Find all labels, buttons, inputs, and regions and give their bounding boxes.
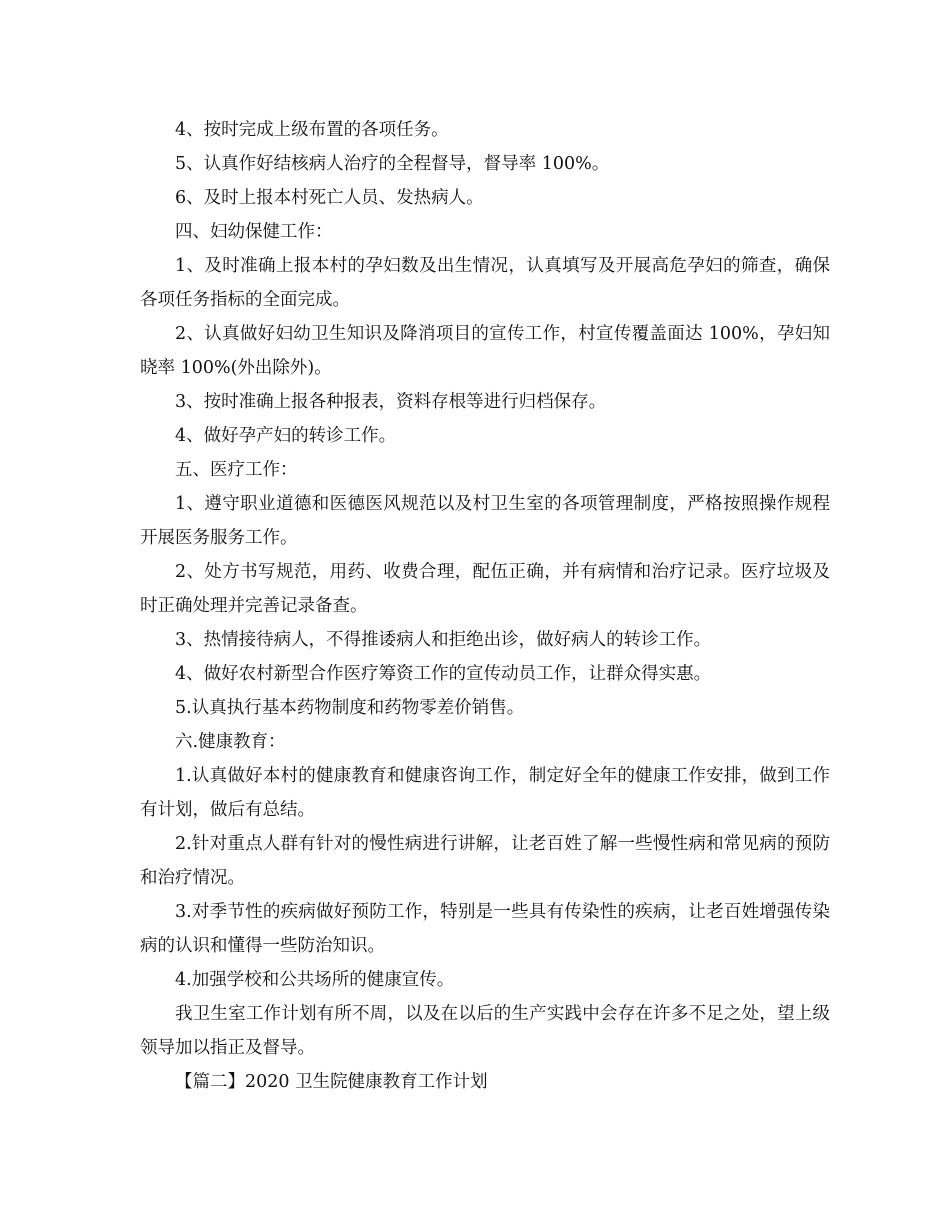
closing-paragraph: 我卫生室工作计划有所不周，以及在以后的生产实践中会存在许多不足之处，望上级领导加以指正及督导。 [140, 1004, 830, 1058]
paragraph: 2.针对重点人群有针对的慢性病进行讲解，让老百姓了解一些慢性病和常见病的预防和治疗情况。 [140, 834, 830, 888]
section-heading: 四、妇幼保健工作： [175, 222, 333, 242]
paragraph: 2、处方书写规范，用药、收费合理，配伍正确，并有病情和治疗记录。医疗垃圾及时正确处理并完善记录备查。 [140, 562, 830, 616]
paragraph: 4、做好农村新型合作医疗筹资工作的宣传动员工作，让群众得实惠。 [175, 664, 712, 684]
paragraph: 4.加强学校和公共场所的健康宣传。 [175, 970, 455, 990]
paragraph: 6、及时上报本村死亡人员、发热病人。 [175, 188, 484, 208]
paragraph: 5、认真作好结核病人治疗的全程督导，督导率 100%。 [175, 154, 610, 174]
paragraph: 1、遵守职业道德和医德医风规范以及村卫生室的各项管理制度，严格按照操作规程开展医务服务工作。 [140, 494, 830, 548]
paragraph: 3、按时准确上报各种报表，资料存根等进行归档保存。 [175, 392, 607, 412]
paragraph: 4、做好孕产妇的转诊工作。 [175, 426, 397, 446]
paragraph: 1.认真做好本村的健康教育和健康咨询工作，制定好全年的健康工作安排，做到工作有计划，做后有总结。 [140, 766, 830, 820]
document-body [140, 113, 830, 1099]
section-heading: 六.健康教育： [175, 732, 286, 752]
paragraph: 2、认真做好妇幼卫生知识及降消项目的宣传工作，村宣传覆盖面达 100%，孕妇知晓率 100%(外出除外)。 [140, 324, 830, 378]
paragraph: 3、热情接待病人，不得推诿病人和拒绝出诊，做好病人的转诊工作。 [175, 630, 712, 650]
paragraph: 4、按时完成上级布置的各项任务。 [175, 120, 449, 140]
paragraph: 5.认真执行基本药物制度和药物零差价销售。 [175, 698, 525, 718]
next-section-title: 【篇二】2020 卫生院健康教育工作计划 [175, 1072, 488, 1092]
paragraph: 3.对季节性的疾病做好预防工作，特别是一些具有传染性的疾病，让老百姓增强传染病的认识和懂得一些防治知识。 [140, 902, 830, 956]
paragraph: 1、及时准确上报本村的孕妇数及出生情况，认真填写及开展高危孕妇的筛查，确保各项任务指标的全面完成。 [140, 256, 830, 310]
section-heading: 五、医疗工作： [175, 460, 298, 480]
